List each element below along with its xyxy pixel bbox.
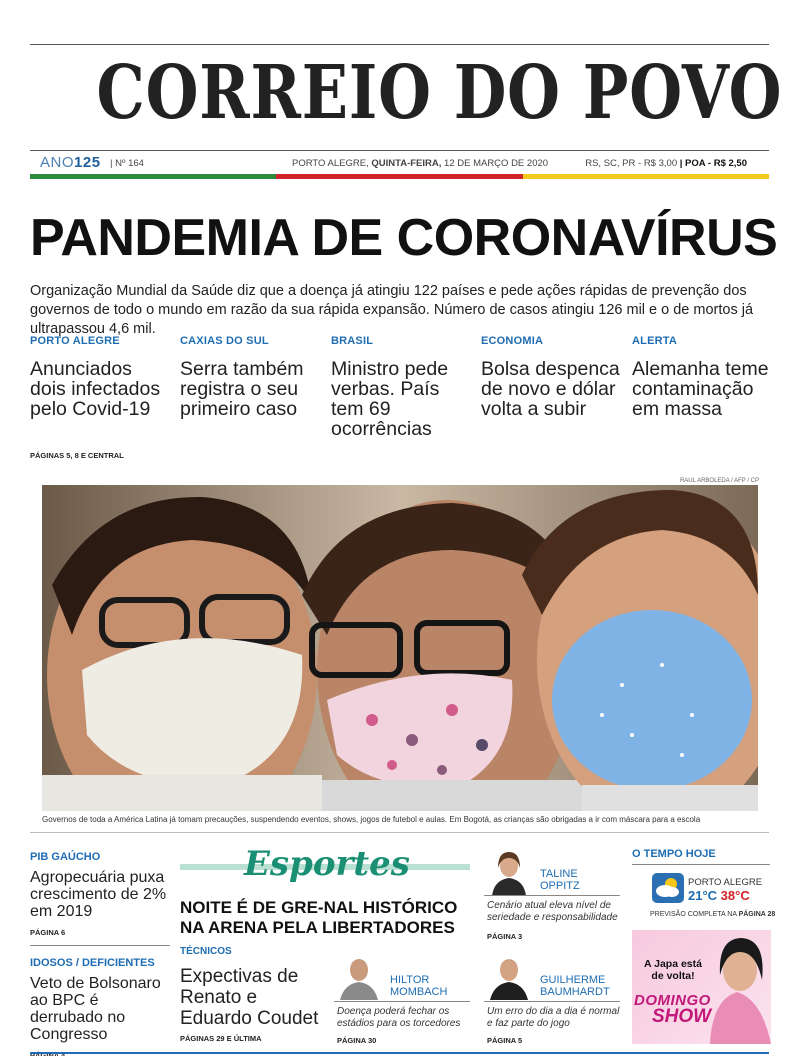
price-info: RS, SC, PR - R$ 3,00 | POA - R$ 2,50 (585, 158, 747, 169)
column-tag: CAXIAS DO SUL (180, 335, 269, 347)
story-divider (30, 945, 170, 946)
main-photo[interactable] (42, 485, 758, 811)
masthead-rule (30, 150, 769, 151)
columnist-page: PÁGINA 3 (487, 932, 523, 941)
sports-page: PÁGINAS 29 E ÚLTIMA (180, 1034, 262, 1043)
story-bpc[interactable] (30, 957, 170, 1056)
person-portrait-icon (334, 950, 384, 1000)
columnist-photo-taline (484, 846, 534, 896)
sports-subheadline[interactable]: Expectivas de Renato e Eduardo Coudet (180, 966, 319, 1029)
sports-section-title[interactable]: Esportes (244, 844, 410, 884)
photo-credit: RAUL ARBOLEDA / AFP / CP (679, 478, 759, 484)
weather-min: 21°C (688, 888, 718, 903)
person-portrait-icon (484, 846, 534, 896)
column-brasil[interactable] (331, 335, 471, 439)
column-tag: PORTO ALEGRE (30, 335, 120, 347)
column-headline[interactable]: Ministro pede verbas. País tem 69 ocorrências (331, 358, 449, 440)
partly-cloudy-icon (652, 873, 684, 903)
ano-label: ANO (40, 154, 75, 171)
bottom-rule (30, 1052, 769, 1054)
ano-number: 125 (74, 154, 101, 171)
columnist-name[interactable]: GUILHERME BAUMHARDT (540, 974, 610, 998)
story-headline[interactable]: Veto de Bolsonaro ao BPC é derrubado no Congresso (30, 975, 161, 1043)
color-bar-green (30, 174, 276, 179)
columnist-photo-hiltor (334, 950, 384, 1000)
sports-headline[interactable]: NOITE É DE GRE-NAL HISTÓRICO NA ARENA PELA LIBERTADORES (180, 898, 458, 937)
columnist-name[interactable]: TALINE OPPITZ (540, 868, 580, 892)
weather-icon-svg (652, 873, 684, 903)
columnist-quote: Um erro do dia a dia é normal e faz parte do jogo (487, 1006, 620, 1029)
column-headline[interactable]: Bolsa despenca de novo e dólar volta a subir (481, 358, 620, 420)
weather-city: PORTO ALEGRE (688, 877, 763, 888)
story-tag: IDOSOS / DEFICIENTES (30, 957, 155, 969)
column-porto-alegre[interactable] (30, 335, 170, 419)
story-pib[interactable] (30, 851, 170, 937)
columnist-page: PÁGINA 5 (487, 1036, 523, 1045)
columnist-rule (484, 895, 620, 896)
sports-tag: TÉCNICOS (180, 946, 232, 957)
person-portrait-icon (484, 950, 534, 1000)
weather-title: O TEMPO HOJE (632, 848, 716, 860)
column-headline[interactable]: Alemanha teme contaminação em massa (632, 358, 769, 420)
columnist-quote: Cenário atual eleva nível de seriedade e responsabilidade (487, 900, 618, 923)
edition-year (40, 154, 101, 171)
column-tag: ALERTA (632, 335, 677, 347)
photo-caption: Governos de toda a América Latina já tomam precauções, suspendendo eventos, shows, jogos de futebol e aulas. Em Bogotá, as crianças são obrigadas a ir com máscara para a escola (42, 815, 701, 824)
edition-info-bar (30, 156, 769, 172)
columnist-page: PÁGINA 30 (337, 1036, 377, 1045)
weather-temps (688, 888, 750, 903)
column-tag: BRASIL (331, 335, 374, 347)
domingo-show-ad[interactable] (632, 930, 771, 1044)
section-divider (30, 832, 769, 833)
column-caxias[interactable] (180, 335, 320, 419)
columnist-rule (334, 1001, 470, 1002)
columnist-photo-guilherme (484, 950, 534, 1000)
columnist-name[interactable]: HILTOR MOMBACH (390, 974, 448, 998)
weather-max: 38°C (720, 888, 750, 903)
color-bar-red (276, 174, 522, 179)
story-tag: PIB GAÚCHO (30, 851, 101, 863)
pages-reference: PÁGINAS 5, 8 E CENTRAL (30, 451, 124, 460)
story-page: PÁGINA 6 (30, 928, 66, 937)
ad-tagline: A Japa está de volta! (644, 958, 702, 982)
weather-forecast: PREVISÃO COMPLETA NA PÁGINA 28 (650, 911, 776, 918)
columnist-rule (484, 1001, 620, 1002)
color-bar-yellow (523, 174, 769, 179)
flag-color-bar (30, 174, 769, 179)
column-alerta[interactable] (632, 335, 772, 419)
column-headline[interactable]: Serra também registra o seu primeiro caso (180, 358, 304, 420)
children-masks-illustration (42, 485, 758, 811)
edition-number: | Nº 164 (110, 158, 144, 169)
dateline: PORTO ALEGRE, QUINTA-FEIRA, 12 DE MARÇO DE 2020 (292, 158, 549, 169)
columnist-quote: Doença poderá fechar os estádios para os torcedores (337, 1006, 461, 1029)
ad-brand-top: DOMINGO (634, 992, 711, 1009)
column-headline[interactable]: Anunciados dois infectados pelo Covid-19 (30, 358, 161, 420)
main-headline[interactable]: PANDEMIA DE CORONAVÍRUS (30, 209, 778, 267)
column-economia[interactable] (481, 335, 621, 419)
top-rule (30, 44, 769, 45)
masthead-logo[interactable]: CORREIO DO POVO (96, 50, 783, 136)
lead-paragraph: Organização Mundial da Saúde diz que a doença já atingiu 122 países e pede ações rápidas de prevenção dos governos de todo o mundo em razão da sua rápida expansão. Número de casos atingiu 126 mil e o de mortos já ultrapassou 4,6 mil. (30, 283, 754, 337)
story-headline[interactable]: Agropecuária puxa crescimento de 2% em 2019 (30, 869, 167, 920)
ad-brand-bottom: SHOW (652, 1006, 712, 1027)
column-tag: ECONOMIA (481, 335, 544, 347)
weather-rule (632, 864, 770, 865)
